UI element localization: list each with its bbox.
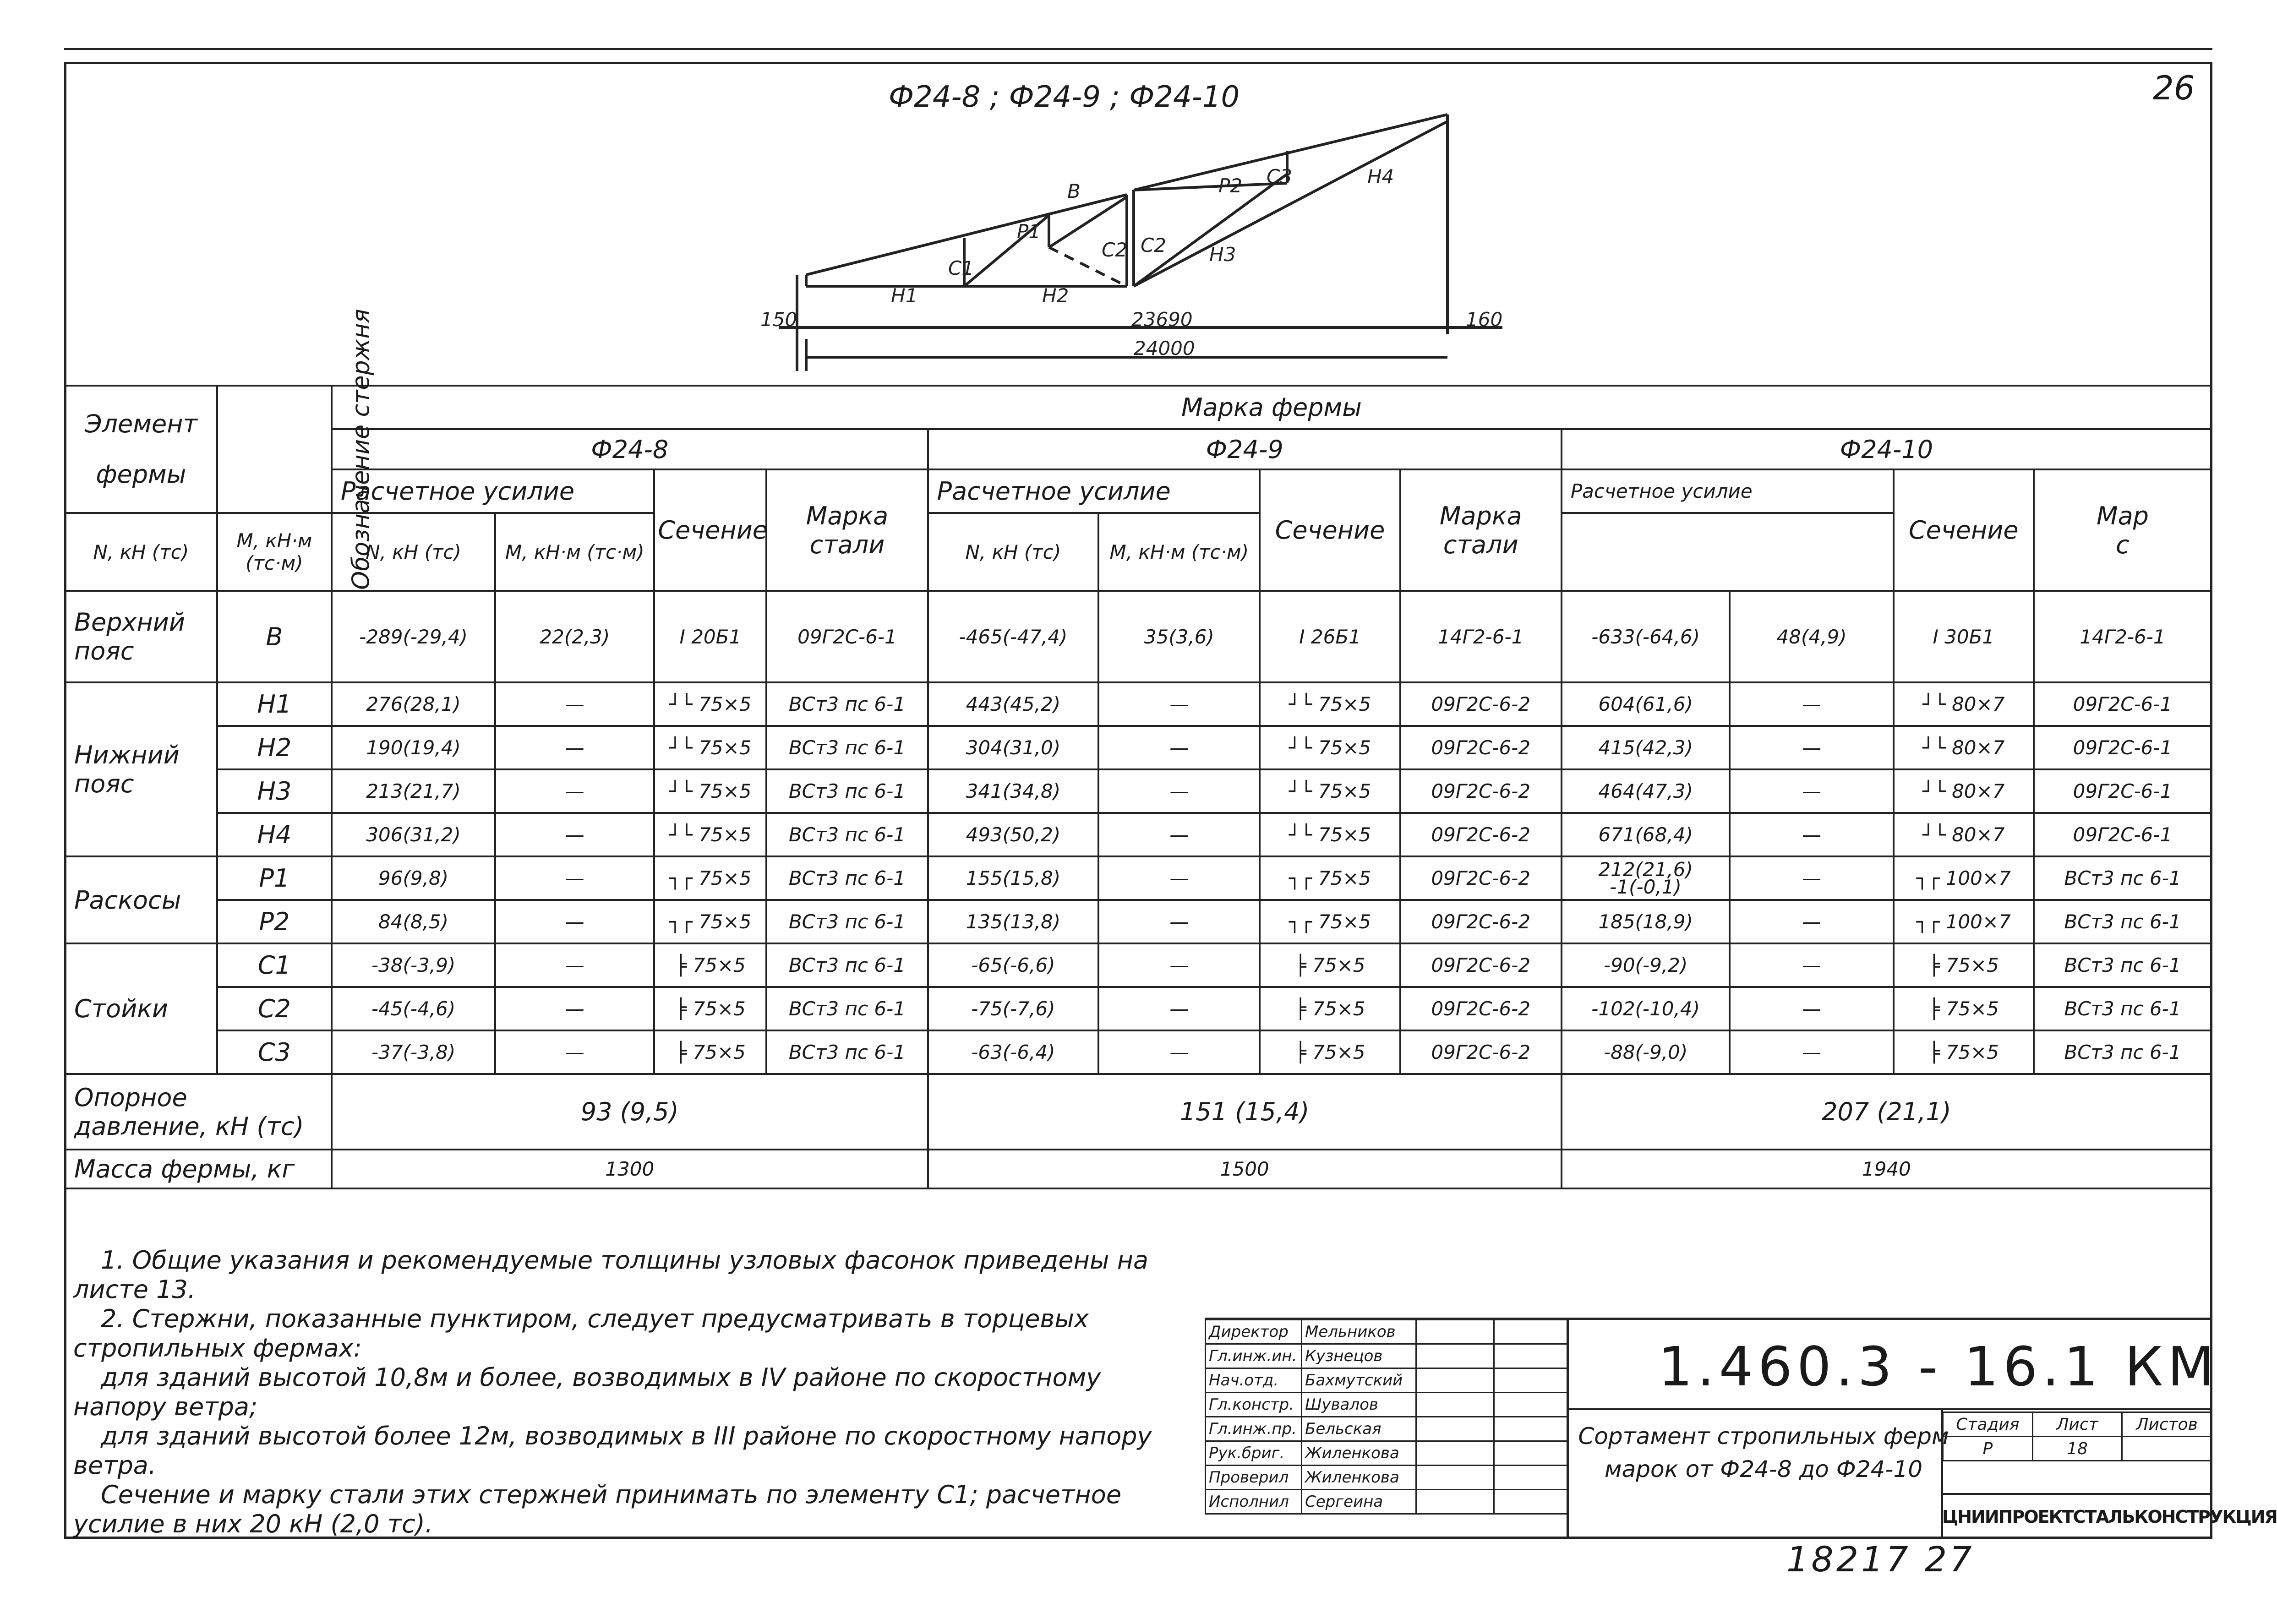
cell-st1: ВСт3 пс 6-1 [766, 813, 928, 856]
staff-date-cell [1494, 1344, 1567, 1368]
cell-m1: 22(2,3) [495, 591, 654, 682]
staff-role: Гл.инж.пр. [1206, 1417, 1302, 1441]
cell-st2: 14Г2-6-1 [1400, 591, 1562, 682]
staff-name: Мельников [1302, 1320, 1416, 1344]
staff-date-cell [1494, 1417, 1567, 1441]
staff-row [1206, 1466, 1567, 1490]
table-row [65, 682, 2211, 726]
staff-name: Сергеина [1302, 1490, 1416, 1514]
staff-role: Нач.отд. [1206, 1368, 1302, 1393]
table-row [65, 987, 2211, 1030]
dim-left-offset: 150 [760, 308, 797, 331]
header-M-3: M, кН·м (тс·м) [1098, 513, 1260, 591]
label-H3: Н3 [1209, 243, 1236, 266]
note-2b: для зданий высотой более 12м, возводимых в III районе по скоростному напору ветра. [73, 1422, 1152, 1480]
staff-name: Жиленкова [1302, 1466, 1416, 1490]
staff-row [1206, 1344, 1567, 1368]
cell-m2: — [1098, 813, 1260, 856]
cell-s2: ┘└ 75×5 [1260, 682, 1400, 726]
cell-rod: В [217, 591, 332, 682]
cell-s2: ┐┌ 75×5 [1260, 856, 1400, 900]
staff-sign-cell [1416, 1320, 1494, 1344]
bottom-numbers: 18217 27 [1786, 1539, 1975, 1580]
staff-name: Жиленкова [1302, 1441, 1416, 1466]
sheet-number: 26 [2153, 69, 2195, 107]
header-steel-2: Марка стали [1400, 469, 1562, 591]
cell-st1: ВСт3 пс 6-1 [766, 943, 928, 987]
dim-span-inner: 23690 [1131, 308, 1193, 331]
header-rod: Обозначение стержня [217, 386, 332, 513]
header-N-1: N, кН (тс) [65, 513, 217, 591]
staff-date-cell [1494, 1441, 1567, 1466]
cell-m2: — [1098, 682, 1260, 726]
cell-s1: ╞ 75×5 [654, 1030, 766, 1074]
staff-sign-cell [1416, 1417, 1494, 1441]
staff-sign-cell [1416, 1466, 1494, 1490]
cell-s3: ┐┌ 100×7 [1894, 900, 2034, 943]
header-section-3: Сечение [1894, 469, 2034, 591]
staff-sign-cell [1416, 1441, 1494, 1466]
note-2a: для зданий высотой 10,8м и более, возводимых в IV районе по скоростному напору ветра; [73, 1363, 1101, 1421]
cell-m2: — [1098, 987, 1260, 1030]
cell-st3: ВСт3 пс 6-1 [2034, 943, 2211, 987]
label-C1: С1 [948, 257, 974, 279]
cell-n2: -465(-47,4) [928, 591, 1099, 682]
table-row [65, 1030, 2211, 1074]
cell-n1: 84(8,5) [332, 900, 495, 943]
cell-m2: — [1098, 943, 1260, 987]
header-N-3: N, кН (тс) [928, 513, 1099, 591]
cell-m1: — [495, 682, 654, 726]
header-M-2: M, кН·м (тс·м) [495, 513, 654, 591]
cell-s1: ┐┌ 75×5 [654, 856, 766, 900]
table-row [65, 726, 2211, 769]
mass-label: Масса фермы, кг [65, 1150, 332, 1188]
staff-date-cell [1494, 1466, 1567, 1490]
cell-m1: — [495, 726, 654, 769]
header-calc-force-1: Расчетное усилие [332, 469, 654, 513]
cell-s2: ╞ 75×5 [1260, 1030, 1400, 1074]
cell-st3: 09Г2С-6-1 [2034, 769, 2211, 813]
staff-table [1205, 1319, 1568, 1515]
cell-st3: ВСт3 пс 6-1 [2034, 987, 2211, 1030]
label-H2: Н2 [1042, 284, 1069, 307]
header-M-1: M, кН·м (тс·м) [217, 513, 332, 591]
header-N-2: N, кН (тс) [332, 513, 495, 591]
cell-n2: -63(-6,4) [928, 1030, 1099, 1074]
cell-m3: — [1730, 900, 1893, 943]
cell-n3: -88(-9,0) [1562, 1030, 1730, 1074]
staff-sign-cell [1416, 1393, 1494, 1417]
cell-s1: ┐┌ 75×5 [654, 900, 766, 943]
mass-value-1: 1300 [332, 1150, 928, 1188]
staff-role: Гл.констр. [1206, 1393, 1302, 1417]
header-marka: Марка фермы [332, 386, 2211, 429]
staff-date-cell [1494, 1320, 1567, 1344]
cell-st2: 09Г2С-6-2 [1400, 813, 1562, 856]
cell-m1: — [495, 813, 654, 856]
label-P2: Р2 [1218, 174, 1243, 197]
cell-s2: ╞ 75×5 [1260, 943, 1400, 987]
staff-sign-cell [1416, 1490, 1494, 1514]
cell-rod: Н3 [217, 769, 332, 813]
header-truss-3: Ф24-10 [1562, 429, 2211, 469]
cell-st2: 09Г2С-6-2 [1400, 987, 1562, 1030]
cell-m1: — [495, 987, 654, 1030]
cell-rod: Р2 [217, 900, 332, 943]
cell-n3: 415(42,3) [1562, 726, 1730, 769]
cell-s3: ┘└ 80×7 [1894, 682, 2034, 726]
cell-n1: -45(-4,6) [332, 987, 495, 1030]
cell-s3: ┘└ 80×7 [1894, 769, 2034, 813]
notes [73, 1246, 1154, 1539]
cell-st1: ВСт3 пс 6-1 [766, 900, 928, 943]
cell-rod: Н2 [217, 726, 332, 769]
cell-st3: 09Г2С-6-1 [2034, 726, 2211, 769]
staff-row [1206, 1417, 1567, 1441]
header-truss-1: Ф24-8 [332, 429, 928, 469]
cell-m2: — [1098, 856, 1260, 900]
dim-span-total: 24000 [1134, 337, 1195, 360]
note-2: 2. Стержни, показанные пунктиром, следует предусматривать в торцевых стропильных фермах: [73, 1304, 1089, 1362]
cell-s3: ┐┌ 100×7 [1894, 856, 2034, 900]
header-steel-1: Марка стали [766, 469, 928, 591]
dim-right-offset: 160 [1466, 308, 1503, 331]
cell-st3: 09Г2С-6-1 [2034, 682, 2211, 726]
cell-n2: 304(31,0) [928, 726, 1099, 769]
header-section-1: Сечение [654, 469, 766, 591]
cell-s2: ┘└ 75×5 [1260, 726, 1400, 769]
cell-rod: С3 [217, 1030, 332, 1074]
cell-s1: I 20Б1 [654, 591, 766, 682]
cell-s1: ┘└ 75×5 [654, 813, 766, 856]
note-2c: Сечение и марку стали этих стержней принимать по элементу С1; расчетное усилие в них 20 кН (2,0 тс). [73, 1480, 1122, 1538]
staff-name: Бахмутский [1302, 1368, 1416, 1393]
cell-s1: ┘└ 75×5 [654, 726, 766, 769]
cell-s2: ┘└ 75×5 [1260, 769, 1400, 813]
cell-rod: Н4 [217, 813, 332, 856]
cell-st3: ВСт3 пс 6-1 [2034, 856, 2211, 900]
cell-m2: — [1098, 1030, 1260, 1074]
cell-s2: ╞ 75×5 [1260, 987, 1400, 1030]
header-element: Элемент фермы [65, 386, 217, 513]
group-name: Верхний пояс [65, 591, 217, 682]
cell-m3: — [1730, 987, 1893, 1030]
cell-rod: Н1 [217, 682, 332, 726]
cell-s1: ┘└ 75×5 [654, 769, 766, 813]
staff-row [1206, 1490, 1567, 1514]
cell-m3: — [1730, 726, 1893, 769]
staff-date-cell [1494, 1368, 1567, 1393]
cell-m3: — [1730, 769, 1893, 813]
staff-row [1206, 1393, 1567, 1417]
label-P1: Р1 [1017, 220, 1041, 243]
cell-s3: ╞ 75×5 [1894, 987, 2034, 1030]
cell-s1: ┘└ 75×5 [654, 682, 766, 726]
cell-s3: ┘└ 80×7 [1894, 726, 2034, 769]
cell-s1: ╞ 75×5 [654, 987, 766, 1030]
cell-n1: -38(-3,9) [332, 943, 495, 987]
cell-st2: 09Г2С-6-2 [1400, 769, 1562, 813]
support-label: Опорное давление, кН (тс) [65, 1074, 332, 1150]
staff-date-cell [1494, 1393, 1567, 1417]
cell-m2: — [1098, 769, 1260, 813]
cell-rod: Р1 [217, 856, 332, 900]
label-H4: Н4 [1367, 165, 1394, 188]
cell-n2: -75(-7,6) [928, 987, 1099, 1030]
mass-value-3: 1940 [1562, 1150, 2211, 1188]
cell-s3: ┘└ 80×7 [1894, 813, 2034, 856]
cell-st3: ВСт3 пс 6-1 [2034, 900, 2211, 943]
cell-st1: ВСт3 пс 6-1 [766, 682, 928, 726]
cell-m2: — [1098, 726, 1260, 769]
cell-n3: 604(61,6) [1562, 682, 1730, 726]
cell-n2: 493(50,2) [928, 813, 1099, 856]
cell-st2: 09Г2С-6-2 [1400, 1030, 1562, 1074]
table-row [65, 900, 2211, 943]
support-value-3: 207 (21,1) [1562, 1074, 2211, 1150]
header-section-2: Сечение [1260, 469, 1400, 591]
support-value-2: 151 (15,4) [928, 1074, 1562, 1150]
cell-n2: -65(-6,6) [928, 943, 1099, 987]
diagram-title: Ф24-8 ; Ф24-9 ; Ф24-10 [889, 80, 1240, 114]
cell-st3: ВСт3 пс 6-1 [2034, 1030, 2211, 1074]
cell-st2: 09Г2С-6-2 [1400, 900, 1562, 943]
cell-n2: 155(15,8) [928, 856, 1099, 900]
cell-st1: ВСт3 пс 6-1 [766, 856, 928, 900]
titleblock-div2 [1567, 1408, 2212, 1410]
sheet-value: 18 [2032, 1437, 2122, 1461]
header-truss-2: Ф24-9 [928, 429, 1562, 469]
cell-st1: 09Г2С-6-1 [766, 591, 928, 682]
cell-n1: -37(-3,8) [332, 1030, 495, 1074]
cell-n3: 464(47,3) [1562, 769, 1730, 813]
support-value-1: 93 (9,5) [332, 1074, 928, 1150]
label-H1: Н1 [891, 284, 918, 307]
label-C2-right: С2 [1141, 234, 1167, 256]
sheets-label: Листов [2122, 1412, 2212, 1437]
cell-s3: ╞ 75×5 [1894, 943, 2034, 987]
staff-role: Рук.бриг. [1206, 1441, 1302, 1466]
cell-n3: -633(-64,6) [1562, 591, 1730, 682]
cell-n2: 443(45,2) [928, 682, 1099, 726]
sheets-value [2122, 1437, 2212, 1461]
cell-s3: I 30Б1 [1894, 591, 2034, 682]
document-code: 1.460.3 - 16.1 КМ [1658, 1335, 2219, 1398]
cell-m1: — [495, 900, 654, 943]
cell-m1: — [495, 1030, 654, 1074]
cell-n1: 213(21,7) [332, 769, 495, 813]
cell-m3: — [1730, 856, 1893, 900]
group-name: Раскосы [65, 856, 217, 943]
staff-row [1206, 1368, 1567, 1393]
staff-name: Кузнецов [1302, 1344, 1416, 1368]
mass-value-2: 1500 [928, 1150, 1562, 1188]
table-row [65, 943, 2211, 987]
cell-rod: С2 [217, 987, 332, 1030]
stage-value: Р [1943, 1437, 2033, 1461]
staff-name: Шувалов [1302, 1393, 1416, 1417]
cell-st2: 09Г2С-6-2 [1400, 726, 1562, 769]
cell-st1: ВСт3 пс 6-1 [766, 1030, 928, 1074]
cell-m1: — [495, 769, 654, 813]
cell-m2: 35(3,6) [1098, 591, 1260, 682]
label-C3: С3 [1267, 165, 1293, 188]
cell-s1: ╞ 75×5 [654, 943, 766, 987]
sheet-label: Лист [2032, 1412, 2122, 1437]
staff-role: Исполнил [1206, 1490, 1302, 1514]
cell-m3: 48(4,9) [1730, 591, 1893, 682]
cell-m3: — [1730, 1030, 1893, 1074]
cell-st1: ВСт3 пс 6-1 [766, 769, 928, 813]
cell-n3: -90(-9,2) [1562, 943, 1730, 987]
table-row [65, 813, 2211, 856]
label-B: В [1067, 180, 1081, 202]
staff-row [1206, 1320, 1567, 1344]
cell-st1: ВСт3 пс 6-1 [766, 987, 928, 1030]
truss-diagram [0, 0, 2273, 412]
cell-n3: 185(18,9) [1562, 900, 1730, 943]
cell-st3: 09Г2С-6-1 [2034, 813, 2211, 856]
note-1: 1. Общие указания и рекомендуемые толщины узловых фасонок приведены на листе 13. [73, 1246, 1149, 1304]
header-calc-force-2: Расчетное усилие [928, 469, 1260, 513]
group-name: Нижний пояс [65, 682, 217, 856]
cell-n3: 212(21,6) -1(-0,1) [1562, 856, 1730, 900]
cell-s2: ┐┌ 75×5 [1260, 900, 1400, 943]
staff-role: Директор [1206, 1320, 1302, 1344]
header-steel-3: Мар с [2034, 469, 2211, 591]
stage-table [1942, 1411, 2212, 1461]
table-row [65, 856, 2211, 900]
cell-m1: — [495, 943, 654, 987]
cell-s2: I 26Б1 [1260, 591, 1400, 682]
staff-sign-cell [1416, 1344, 1494, 1368]
cell-n1: -289(-29,4) [332, 591, 495, 682]
cell-n2: 135(13,8) [928, 900, 1099, 943]
cell-st2: 09Г2С-6-2 [1400, 682, 1562, 726]
stage-label: Стадия [1943, 1412, 2033, 1437]
cell-rod: С1 [217, 943, 332, 987]
staff-name: Бельская [1302, 1417, 1416, 1441]
cell-m1: — [495, 856, 654, 900]
staff-date-cell [1494, 1490, 1567, 1514]
cell-m3: — [1730, 813, 1893, 856]
cell-s3: ╞ 75×5 [1894, 1030, 2034, 1074]
staff-role: Гл.инж.ин. [1206, 1344, 1302, 1368]
cell-n2: 341(34,8) [928, 769, 1099, 813]
cell-st1: ВСт3 пс 6-1 [766, 726, 928, 769]
label-C2-left: С2 [1102, 239, 1128, 261]
cell-st2: 09Г2С-6-2 [1400, 943, 1562, 987]
table-row [65, 769, 2211, 813]
cell-m3: — [1730, 682, 1893, 726]
header-calc-force-3: Расчетное усилие [1562, 469, 1894, 513]
cell-n3: 671(68,4) [1562, 813, 1730, 856]
organization: ЦНИИПРОЕКТСТАЛЬКОНСТРУКЦИЯ [1942, 1507, 2277, 1527]
document-title: Сортамент стропильных ферм марок от Ф24-8 до Ф24-10 [1578, 1423, 1949, 1482]
staff-role: Проверил [1206, 1466, 1302, 1490]
group-name: Стойки [65, 943, 217, 1074]
staff-row [1206, 1441, 1567, 1466]
cell-n1: 306(31,2) [332, 813, 495, 856]
titleblock-div4 [1941, 1493, 2212, 1495]
cell-st3: 14Г2-6-1 [2034, 591, 2211, 682]
cell-n1: 96(9,8) [332, 856, 495, 900]
cell-n1: 276(28,1) [332, 682, 495, 726]
table-row [65, 591, 2211, 682]
cell-n3: -102(-10,4) [1562, 987, 1730, 1030]
cell-m3: — [1730, 943, 1893, 987]
staff-sign-cell [1416, 1368, 1494, 1393]
cell-m2: — [1098, 900, 1260, 943]
cell-s2: ┘└ 75×5 [1260, 813, 1400, 856]
spec-body [65, 591, 2211, 1074]
cell-st2: 09Г2С-6-2 [1400, 856, 1562, 900]
cell-n1: 190(19,4) [332, 726, 495, 769]
